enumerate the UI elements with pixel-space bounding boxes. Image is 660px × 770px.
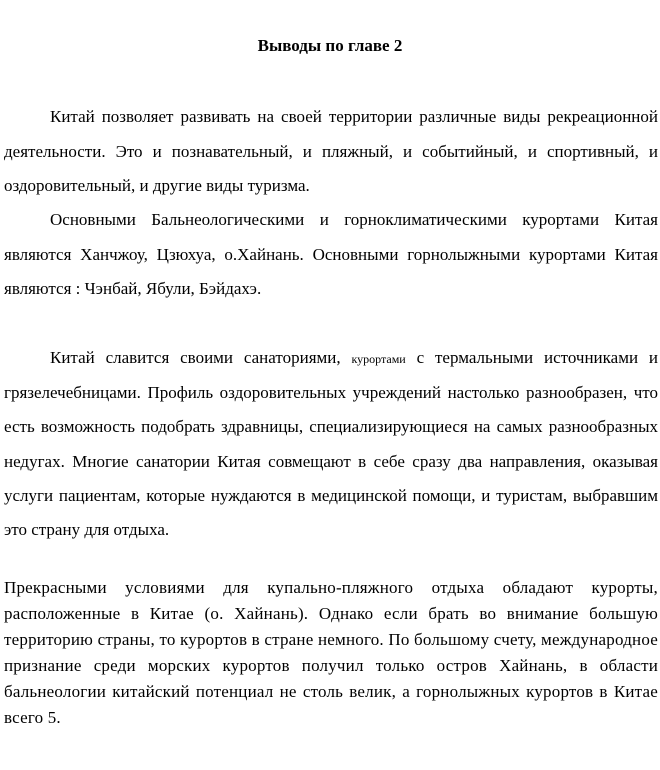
paragraph-3-small-text: курортами: [351, 352, 406, 366]
paragraph-3-rest: с термальными источниками и грязелечебницами. Профиль оздоровительных учреждений настолько разнообразен, что есть возможность подобрать здравницы, специализирующиеся на самых разнообразных недугах. Многие санатории Китая совмещают в себе сразу два направления, оказывая услуги пациентам, которые нуждаются в медицинской помощи, и туристам, выбравшим это страну для отдыха.: [4, 348, 659, 540]
paragraph-3: [4, 341, 658, 547]
paragraph-2-sentence-2: Основными горнолыжными курортами Китая являются: [4, 244, 659, 298]
paragraph-1: Китай позволяет развивать на своей территории различные виды рекреационной деятельности. Это и познавательный, и пляжный, и событийный, и спортивный, и оздоровительный, и другие виды туризма.: [4, 107, 658, 195]
page-title: Выводы по главе 2: [257, 36, 403, 55]
paragraph-2-list: : Чэнбай, Ябули, Бэйдахэ.: [75, 279, 262, 298]
paragraph-4: Прекрасными условиями для купально-пляжного отдыха обладают курорты, расположенные в Китае (о. Хайнань). Однако если брать во внимание большую территорию страны, то курортов в стране немного. По большому счету, международное признание среди морских курортов получил только остров Хайнань, в области бальнеологии китайский потенциал не столь велик, а горнолыжных курортов в Китае всего 5.: [4, 578, 658, 727]
paragraph-3-start: Китай славится своими санаториями,: [50, 348, 341, 367]
paragraph-2-sentence-1: Основными Бальнеологическими и горноклиматическими курортами Китая являются Ханчжоу, Цзюхуа, о.Хайнань.: [4, 210, 658, 264]
paragraph-2: [4, 203, 658, 307]
